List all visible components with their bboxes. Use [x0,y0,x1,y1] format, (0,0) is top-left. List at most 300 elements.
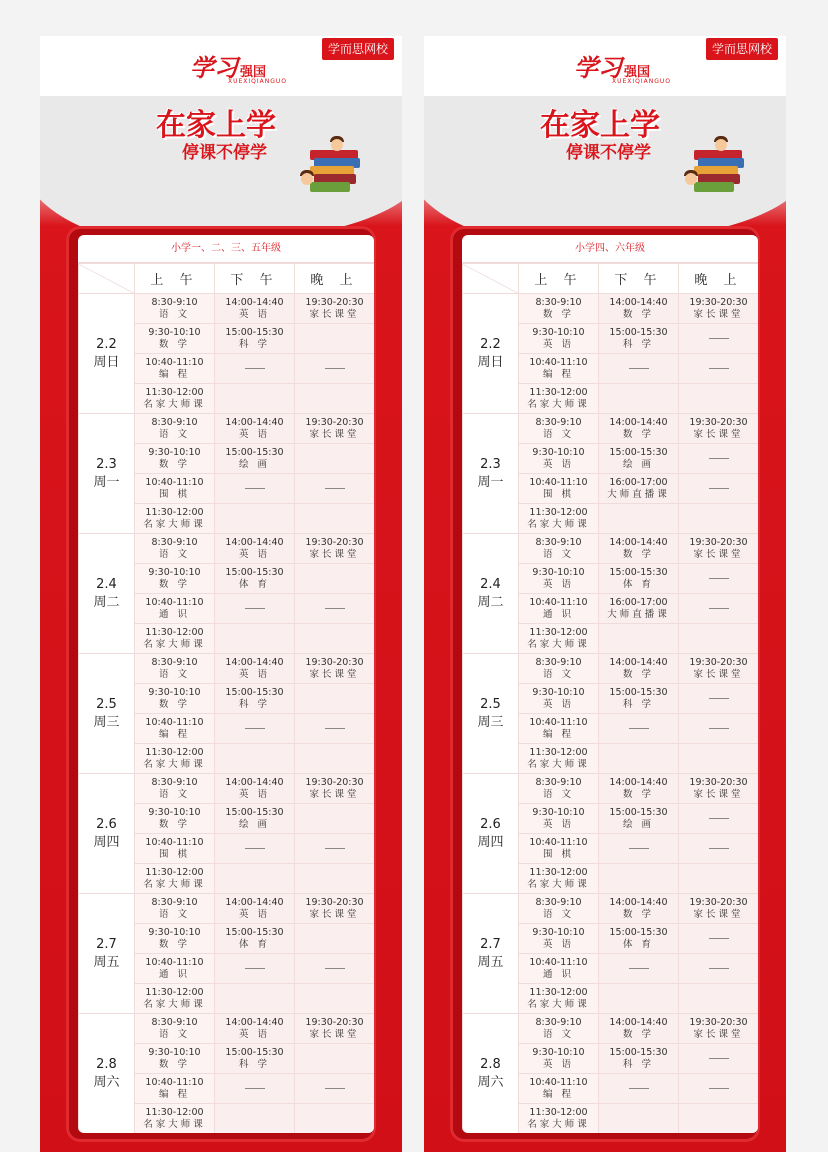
slot-time: 8:30-9:10 [151,416,198,428]
table-header-row [79,264,375,294]
header-corner [463,264,519,294]
evening-slot [295,624,375,654]
evening-slot [679,864,759,894]
slot-subject: 名家大师课 [527,398,590,410]
afternoon-slot [599,894,679,924]
table-row [463,894,759,924]
afternoon-slot [215,984,295,1014]
afternoon-slot [599,504,679,534]
slot-time: 10:40-11:10 [529,596,588,608]
evening-slot [679,804,759,834]
slot-subject: 科 学 [622,698,655,710]
slot-subject: 数 学 [542,308,575,320]
evening-slot [295,894,375,924]
slot-subject: 体 育 [238,938,271,950]
day-weekday: 周五 [477,954,504,970]
slot-time: 9:30-10:10 [532,326,585,338]
slot-time: 15:00-15:30 [609,566,668,578]
morning-slot [135,744,215,774]
table-row [79,774,375,804]
empty-slot-dash [709,1058,729,1059]
empty-slot-dash [325,1088,345,1089]
morning-slot [135,924,215,954]
morning-slot [519,504,599,534]
slot-subject: 编 程 [542,1088,575,1100]
slot-time: 11:30-12:00 [145,746,204,758]
evening-slot [679,474,759,504]
evening-slot [679,354,759,384]
table-row [79,414,375,444]
kid-head [685,173,697,185]
table-row [79,294,375,324]
empty-slot-dash [709,848,729,849]
table-row [79,654,375,684]
kid-head [715,139,727,151]
evening-slot [295,294,375,324]
slot-subject: 编 程 [158,368,191,380]
slot-time: 11:30-12:00 [145,986,204,998]
day-cell [79,534,135,654]
slot-subject: 编 程 [542,728,575,740]
slot-subject: 科 学 [238,698,271,710]
slot-time: 15:00-15:30 [225,926,284,938]
day-date: 2.5 [480,696,501,712]
table-row [463,774,759,804]
evening-slot [679,654,759,684]
slot-subject: 名家大师课 [143,998,206,1010]
morning-slot [135,654,215,684]
slot-time: 15:00-15:30 [609,446,668,458]
slot-time: 9:30-10:10 [532,806,585,818]
slot-time: 19:30-20:30 [305,776,364,788]
slot-time: 10:40-11:10 [145,956,204,968]
slot-subject: 围 棋 [158,488,191,500]
afternoon-slot [599,1014,679,1044]
afternoon-slot [215,534,295,564]
day-cell [79,774,135,894]
afternoon-slot [599,984,679,1014]
xuexi-logo: 学习 强国 [574,53,651,82]
slot-subject: 编 程 [158,1088,191,1100]
slot-time: 19:30-20:30 [689,416,748,428]
afternoon-slot [599,384,679,414]
morning-slot [519,834,599,864]
slot-subject: 名家大师课 [527,1118,590,1130]
morning-slot [135,1104,215,1134]
slot-time: 15:00-15:30 [225,326,284,338]
afternoon-slot [599,294,679,324]
day-date: 2.6 [480,816,501,832]
afternoon-slot [599,564,679,594]
slot-subject: 英 语 [238,1028,271,1040]
slot-time: 14:00-14:40 [225,656,284,668]
slot-subject: 围 棋 [542,848,575,860]
evening-slot [295,504,375,534]
evening-slot [295,474,375,504]
slot-subject: 名家大师课 [527,518,590,530]
slot-time: 19:30-20:30 [689,776,748,788]
slot-time: 9:30-10:10 [532,926,585,938]
slot-time: 8:30-9:10 [151,896,198,908]
brand-badge: 学而思网校 [322,38,394,60]
afternoon-slot [215,444,295,474]
morning-slot [519,534,599,564]
afternoon-slot [215,744,295,774]
slot-subject: 名家大师课 [143,518,206,530]
empty-slot-dash [709,608,729,609]
slot-subject: 家长课堂 [309,788,360,800]
slot-time: 14:00-14:40 [609,1016,668,1028]
table-row [463,414,759,444]
slot-subject: 绘 画 [622,818,655,830]
empty-slot-dash [245,608,265,609]
slot-subject: 家长课堂 [693,1028,744,1040]
afternoon-slot [599,474,679,504]
xuexi-logo-small: 强国 [240,65,267,80]
table-row [79,894,375,924]
schedule-poster-left [40,36,402,1152]
slot-subject: 英 语 [542,818,575,830]
slot-time: 15:00-15:30 [225,686,284,698]
empty-slot-dash [709,818,729,819]
morning-slot [519,624,599,654]
evening-slot [295,354,375,384]
day-weekday: 周五 [93,954,120,970]
morning-slot [135,774,215,804]
morning-slot [135,594,215,624]
morning-slot [519,804,599,834]
morning-slot [135,804,215,834]
header-pm: 下 午 [215,264,295,294]
slot-subject: 科 学 [238,1058,271,1070]
morning-slot [519,954,599,984]
empty-slot-dash [629,1088,649,1089]
afternoon-slot [215,504,295,534]
slot-time: 9:30-10:10 [148,686,201,698]
evening-slot [295,834,375,864]
slot-subject: 数 学 [622,548,655,560]
slot-time: 10:40-11:10 [529,956,588,968]
afternoon-slot [599,444,679,474]
slot-time: 15:00-15:30 [225,1046,284,1058]
table-row [463,654,759,684]
slot-time: 19:30-20:30 [689,656,748,668]
slot-time: 11:30-12:00 [529,626,588,638]
day-weekday: 周四 [477,834,504,850]
afternoon-slot [215,954,295,984]
afternoon-slot [599,924,679,954]
table-row [79,1014,375,1044]
xuexi-logo: 学习 强国 [190,53,267,82]
slot-time: 11:30-12:00 [145,506,204,518]
day-cell [463,774,519,894]
evening-slot [295,864,375,894]
slot-time: 19:30-20:30 [689,296,748,308]
evening-slot [679,894,759,924]
header-ev: 晚 上 [679,264,759,294]
table-header-row [463,264,759,294]
slot-subject: 体 育 [622,578,655,590]
day-weekday: 周六 [477,1074,504,1090]
evening-slot [679,384,759,414]
evening-slot [295,684,375,714]
afternoon-slot [215,474,295,504]
slot-subject: 家长课堂 [693,308,744,320]
day-date: 2.3 [480,456,501,472]
day-cell [79,414,135,534]
slot-time: 19:30-20:30 [305,656,364,668]
evening-slot [679,984,759,1014]
morning-slot [135,894,215,924]
slot-time: 10:40-11:10 [145,356,204,368]
poster-subtitle: 停课不停学 [182,143,267,163]
slot-subject: 通 识 [158,608,191,620]
afternoon-slot [599,1074,679,1104]
slot-subject: 英 语 [542,458,575,470]
morning-slot [135,984,215,1014]
slot-time: 8:30-9:10 [535,656,582,668]
afternoon-slot [599,714,679,744]
afternoon-slot [215,354,295,384]
poster-subtitle: 停课不停学 [566,143,651,163]
evening-slot [295,414,375,444]
slot-time: 11:30-12:00 [529,746,588,758]
slot-subject: 家长课堂 [309,428,360,440]
empty-slot-dash [325,368,345,369]
header-ev: 晚 上 [295,264,375,294]
table-row [463,534,759,564]
day-date: 2.4 [480,576,501,592]
slot-time: 10:40-11:10 [529,836,588,848]
evening-slot [295,1044,375,1074]
day-cell [463,654,519,774]
slot-subject: 大师直播课 [607,608,670,620]
evening-slot [295,594,375,624]
morning-slot [135,1044,215,1074]
slot-time: 11:30-12:00 [529,866,588,878]
day-date: 2.6 [96,816,117,832]
morning-slot [135,684,215,714]
slot-time: 15:00-15:30 [609,1046,668,1058]
day-weekday: 周日 [477,354,504,370]
slot-subject: 英 语 [542,338,575,350]
day-weekday: 周四 [93,834,120,850]
book-shape [310,182,350,192]
slot-subject: 通 识 [158,968,191,980]
afternoon-slot [599,864,679,894]
day-weekday: 周三 [477,714,504,730]
slot-subject: 体 育 [238,578,271,590]
slot-time: 11:30-12:00 [529,986,588,998]
slot-subject: 名家大师课 [143,1118,206,1130]
evening-slot [679,684,759,714]
slot-time: 19:30-20:30 [305,536,364,548]
afternoon-slot [215,414,295,444]
empty-slot-dash [245,848,265,849]
evening-slot [679,714,759,744]
afternoon-slot [215,1014,295,1044]
slot-subject: 家长课堂 [309,308,360,320]
morning-slot [135,864,215,894]
slot-time: 9:30-10:10 [148,1046,201,1058]
slot-time: 10:40-11:10 [145,596,204,608]
morning-slot [519,744,599,774]
table-row [79,534,375,564]
slot-time: 19:30-20:30 [689,1016,748,1028]
xuexi-logo-small: 强国 [624,65,651,80]
slot-time: 8:30-9:10 [535,1016,582,1028]
morning-slot [519,384,599,414]
slot-subject: 家长课堂 [693,548,744,560]
slot-subject: 语 文 [542,548,575,560]
books-illustration [684,136,754,194]
day-cell [79,894,135,1014]
morning-slot [519,864,599,894]
book-shape [694,182,734,192]
slot-subject: 数 学 [158,338,191,350]
evening-slot [679,834,759,864]
evening-slot [679,564,759,594]
slot-subject: 数 学 [158,818,191,830]
slot-subject: 语 文 [158,668,191,680]
afternoon-slot [215,714,295,744]
empty-slot-dash [709,938,729,939]
slot-time: 10:40-11:10 [529,356,588,368]
slot-time: 15:00-15:30 [609,686,668,698]
empty-slot-dash [325,728,345,729]
empty-slot-dash [325,608,345,609]
morning-slot [519,774,599,804]
slot-time: 11:30-12:00 [529,1106,588,1118]
evening-slot [679,624,759,654]
empty-slot-dash [709,968,729,969]
evening-slot [679,1014,759,1044]
morning-slot [519,714,599,744]
morning-slot [135,384,215,414]
morning-slot [519,414,599,444]
evening-slot [679,294,759,324]
evening-slot [679,1044,759,1074]
empty-slot-dash [629,968,649,969]
slot-time: 11:30-12:00 [145,1106,204,1118]
slot-time: 8:30-9:10 [151,656,198,668]
morning-slot [519,324,599,354]
morning-slot [519,984,599,1014]
slot-time: 14:00-14:40 [225,536,284,548]
evening-slot [295,924,375,954]
kid-head [331,139,343,151]
slot-subject: 语 文 [158,428,191,440]
slot-time: 14:00-14:40 [609,896,668,908]
slot-subject: 家长课堂 [309,1028,360,1040]
header-am: 上 午 [135,264,215,294]
slot-time: 14:00-14:40 [609,296,668,308]
slot-time: 9:30-10:10 [148,806,201,818]
slot-time: 9:30-10:10 [532,686,585,698]
header-corner [79,264,135,294]
morning-slot [519,924,599,954]
slot-subject: 英 语 [238,668,271,680]
slot-subject: 数 学 [622,308,655,320]
evening-slot [679,774,759,804]
slot-subject: 名家大师课 [527,878,590,890]
slot-subject: 家长课堂 [309,668,360,680]
day-cell [463,534,519,654]
morning-slot [519,354,599,384]
slot-subject: 语 文 [542,788,575,800]
evening-slot [679,1074,759,1104]
slot-time: 9:30-10:10 [148,326,201,338]
afternoon-slot [599,804,679,834]
slot-subject: 围 棋 [158,848,191,860]
afternoon-slot [599,534,679,564]
slot-time: 15:00-15:30 [225,806,284,818]
day-cell [463,294,519,414]
grade-title: 小学四、六年级 [462,235,758,263]
empty-slot-dash [709,1088,729,1089]
afternoon-slot [215,1044,295,1074]
afternoon-slot [599,684,679,714]
afternoon-slot [215,684,295,714]
slot-subject: 英 语 [542,1058,575,1070]
evening-slot [679,324,759,354]
morning-slot [519,564,599,594]
slot-subject: 围 棋 [542,488,575,500]
xuexi-logo-pinyin: XUEXIQIANGUO [228,78,288,85]
slot-subject: 通 识 [542,608,575,620]
slot-subject: 数 学 [622,668,655,680]
slot-time: 15:00-15:30 [225,446,284,458]
slot-time: 8:30-9:10 [535,776,582,788]
empty-slot-dash [245,368,265,369]
slot-time: 10:40-11:10 [145,716,204,728]
slot-subject: 绘 画 [622,458,655,470]
slot-subject: 家长课堂 [693,908,744,920]
day-cell [463,1014,519,1134]
empty-slot-dash [325,968,345,969]
slot-subject: 家长课堂 [693,428,744,440]
slot-time: 8:30-9:10 [535,416,582,428]
day-date: 2.3 [96,456,117,472]
slot-time: 14:00-14:40 [225,776,284,788]
empty-slot-dash [709,698,729,699]
afternoon-slot [215,774,295,804]
day-date: 2.8 [480,1056,501,1072]
slot-subject: 语 文 [158,1028,191,1040]
day-weekday: 周一 [477,474,504,490]
afternoon-slot [215,1074,295,1104]
slot-subject: 绘 画 [238,818,271,830]
slot-time: 14:00-14:40 [609,656,668,668]
slot-subject: 语 文 [542,668,575,680]
slot-time: 15:00-15:30 [609,326,668,338]
slot-time: 19:30-20:30 [305,896,364,908]
slot-subject: 语 文 [158,308,191,320]
day-weekday: 周一 [93,474,120,490]
evening-slot [679,1104,759,1134]
slot-subject: 编 程 [542,368,575,380]
slot-time: 8:30-9:10 [535,896,582,908]
morning-slot [135,534,215,564]
evening-slot [679,414,759,444]
slot-subject: 家长课堂 [309,908,360,920]
day-cell [463,414,519,534]
evening-slot [295,654,375,684]
evening-slot [295,1074,375,1104]
slot-time: 11:30-12:00 [145,386,204,398]
day-cell [79,654,135,774]
morning-slot [135,714,215,744]
